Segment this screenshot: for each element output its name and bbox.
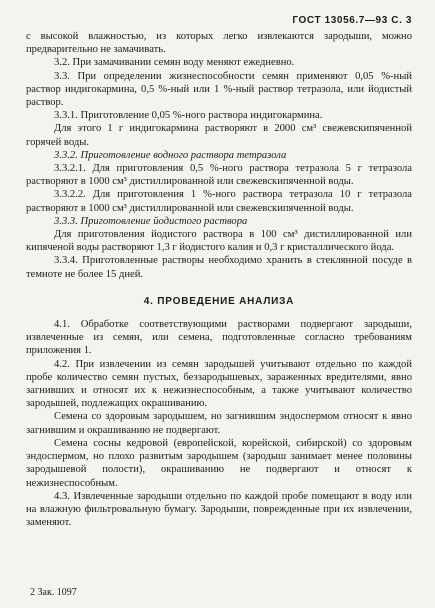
paragraph: Для этого 1 г индигокармина растворяют в 2000 см³ свежевскипяченной горячей воды. (26, 123, 412, 148)
subsection-heading: 3.3.2. Приготовление водного раствора тетразола (54, 149, 287, 161)
paragraph: Семена со здоровым зародышем, но загнившим эндоспермом относят к явно загнившим и окрашиванию не подвергают. (26, 411, 412, 436)
paragraph: 4.3. Извлеченные зародыши отдельно по каждой пробе помещают в воду или на влажную фильтровальную бумагу. Зародыши, поврежденные при их извлечении, заменяют. (26, 490, 412, 529)
page-header: ГОСТ 13056.7—93 С. 3 (292, 15, 412, 26)
paragraph: 3.2. При замачивании семян воду меняют ежедневно. (54, 57, 295, 69)
paragraph: 3.3.2.2. Для приготовления 1 %-ного раствора тетразола 10 г тетразола растворяют в 1000 см³ дистиллированной или свежевскипяченной воды. (26, 189, 412, 214)
section-title: 4. ПРОВЕДЕНИЕ АНАЛИЗА (143, 295, 295, 307)
paragraph: Семена сосны кедровой (европейской, корейской, сибирской) со здоровым эндоспермом, но плохо развитым зародышем (зародыш занимает менее половины зародышевой полости), окрашиванию не подвергают и относят к нежизнеспособным. (26, 437, 412, 489)
paragraph: 3.3.4. Приготовленные растворы необходимо хранить в стеклянной посуде в темноте не более 15 дней. (26, 255, 412, 280)
paragraph: 4.1. Обработке соответствующими растворами подвергают зародыши, извлеченные из семян, или семена, подготовленные согласно требованиям приложения 1. (26, 319, 412, 357)
page-footer: 2 Зак. 1097 (30, 587, 77, 598)
paragraph: 4.2. При извлечении из семян зародышей учитывают отдельно по каждой пробе количество семян пустых, беззародышевых, зараженных вредителями, явно загнивших и относят их к нежизнеспособным, а также учитывают количество зародышей, подлежащих окрашиванию. (26, 358, 412, 410)
subsection-heading: 3.3.3. Приготовление йодистого раствора (54, 215, 248, 227)
paragraph: 3.3.2.1. Для приготовления 0,5 %-ного раствора тетразола 5 г тетразола растворяют в 1000 см³ дистиллированной или свежевскипяченной воды. (26, 163, 412, 188)
paragraph: с высокой влажностью, из которых легко извлекаются зародыши, можно предварительно не замачивать. (26, 31, 412, 56)
paragraph: 3.3.1. Приготовление 0,05 %-ного раствора индигокармина. (54, 110, 323, 122)
paragraph: 3.3. При определении жизнеспособности семян применяют 0,05 %-ный раствор индигокармина, 0,5 %-ный или 1 %-ный раствор тетразола, или йодистый раствор. (26, 70, 412, 109)
document-page (26, 12, 412, 529)
paragraph: Для приготовления йодистого раствора в 100 см³ дистиллированной или кипяченой воды растворяют 1,3 г йодистого калия и 0,3 г кристаллического йода. (26, 229, 412, 254)
